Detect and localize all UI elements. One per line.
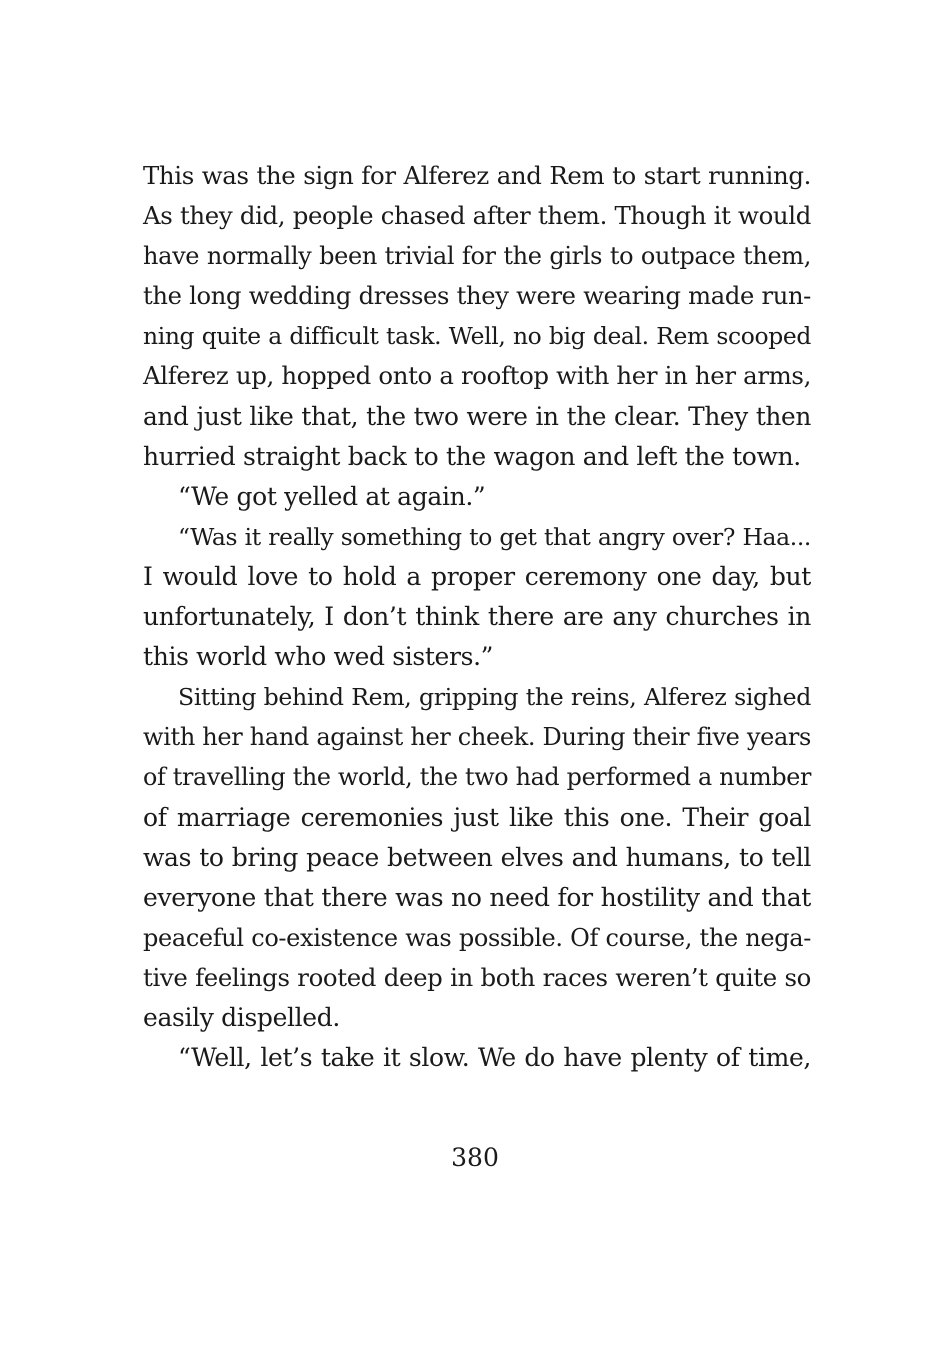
text-line: I would love to hold a proper ceremony one day, but — [143, 561, 811, 591]
text-line: Alferez up, hopped onto a rooftop with her in her arms, — [143, 361, 811, 391]
text-line: tive feelings rooted deep in both races weren’t quite so — [143, 962, 811, 992]
text-line: this world who wed sisters.” — [143, 642, 494, 672]
text-line: ning quite a difficult task. Well, no big deal. Rem scooped — [143, 322, 811, 351]
text-line: peaceful co-existence was possible. Of course, the nega- — [143, 923, 811, 952]
text-line: was to bring peace between elves and humans, to tell — [143, 842, 811, 872]
text-line: “Was it really something to get that angry over? Haa... — [178, 522, 811, 551]
text-line: and just like that, the two were in the clear. They then — [143, 401, 811, 431]
text-line: This was the sign for Alferez and Rem to start running. — [143, 161, 811, 190]
text-line: Sitting behind Rem, gripping the reins, Alferez sighed — [178, 683, 811, 712]
page-body-text — [143, 156, 811, 1078]
text-line: have normally been trivial for the girls to outpace them, — [143, 242, 811, 271]
text-line: hurried straight back to the wagon and left the town. — [143, 441, 801, 471]
page-number: 380 — [451, 1143, 499, 1172]
text-line: As they did, people chased after them. Though it would — [143, 201, 811, 231]
text-line: of travelling the world, the two had performed a number — [143, 763, 811, 792]
text-line: the long wedding dresses they were wearing made run- — [143, 282, 811, 311]
text-line: easily dispelled. — [143, 1002, 341, 1032]
text-line: of marriage ceremonies just like this one. Their goal — [143, 802, 811, 832]
text-line: “We got yelled at again.” — [178, 481, 486, 511]
text-line: “Well, let’s take it slow. We do have plenty of time, — [178, 1043, 811, 1073]
text-line: unfortunately, I don’t think there are any churches in — [143, 602, 811, 632]
text-line: with her hand against her cheek. During their five years — [143, 723, 811, 752]
text-line: everyone that there was no need for hostility and that — [143, 882, 811, 912]
